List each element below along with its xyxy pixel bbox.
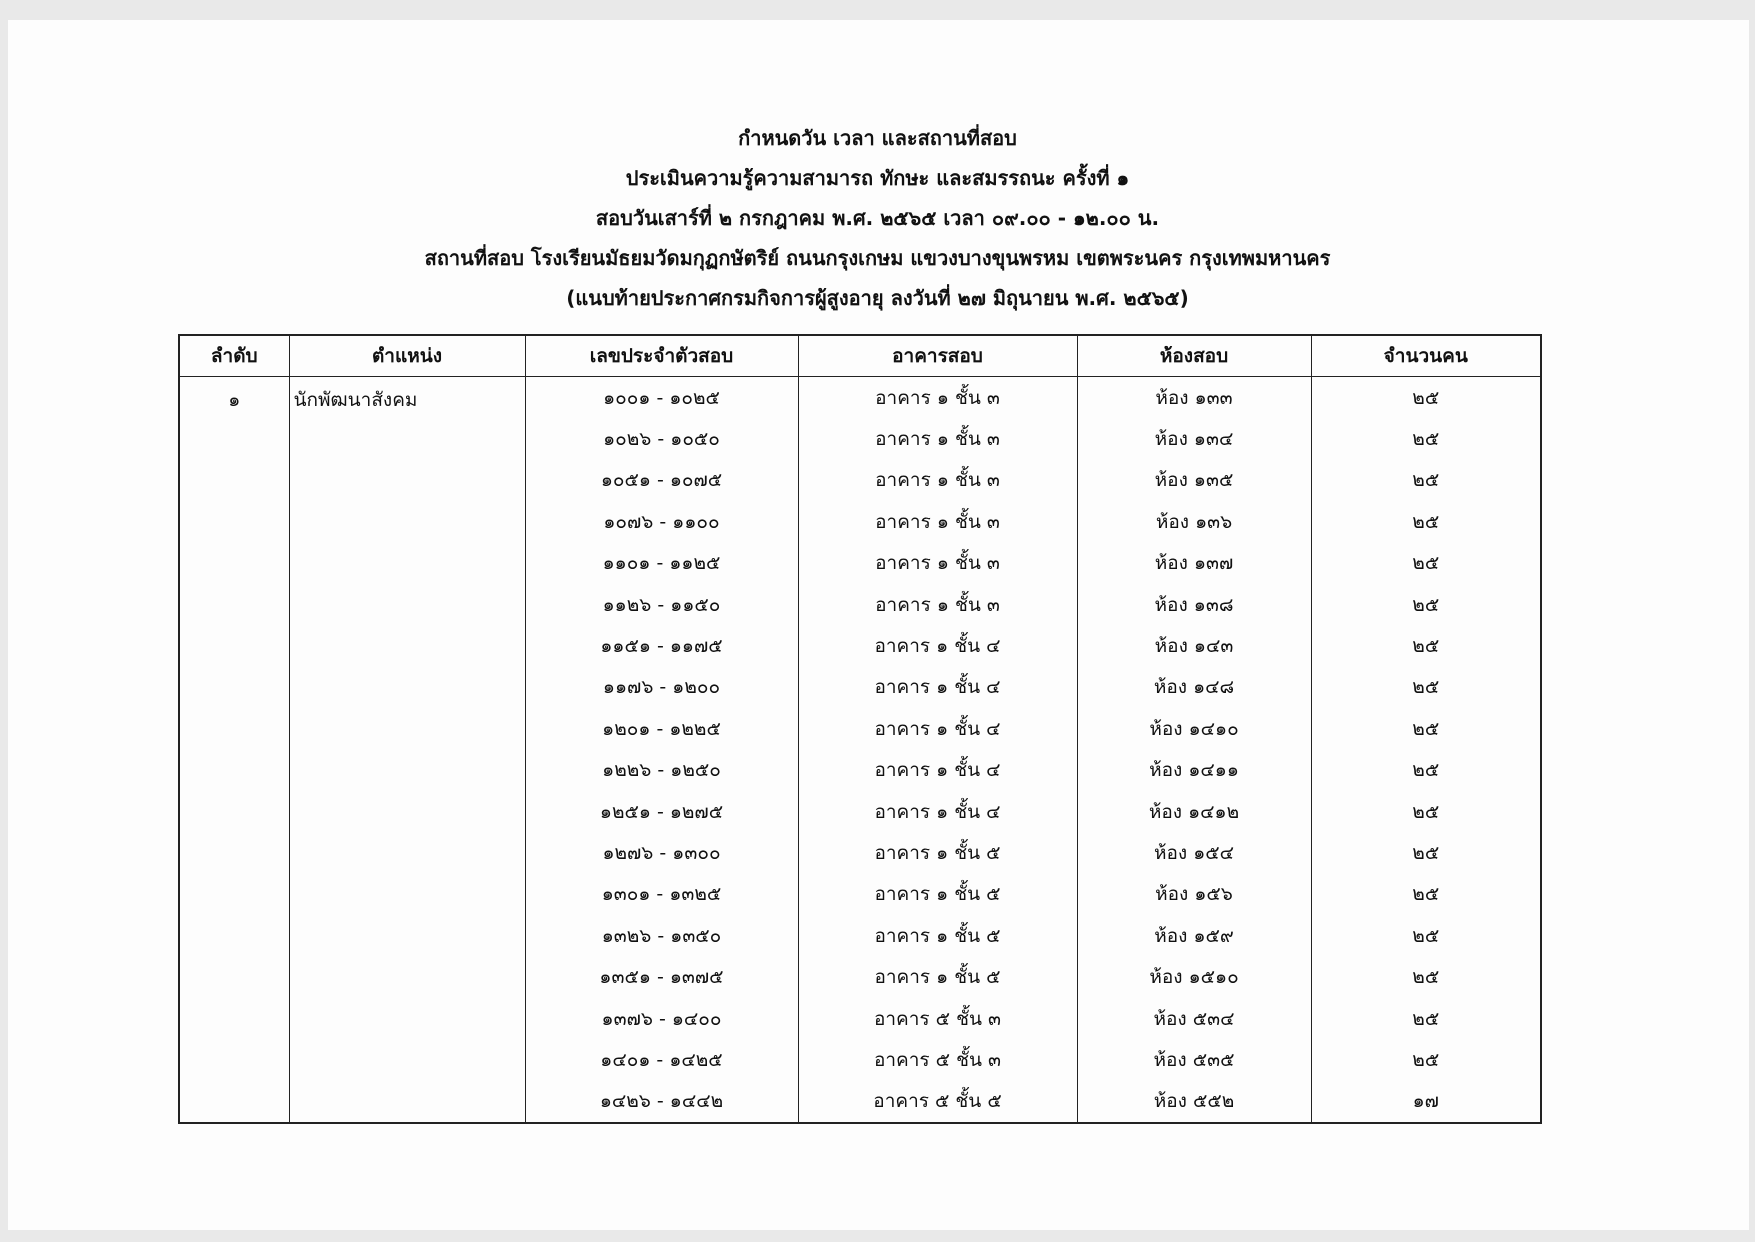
exam-id-cell: ๑๐๗๖ - ๑๑๐๐ [525,501,798,542]
room-cell: ห้อง ๑๓๕ [1077,460,1311,501]
room-cell: ห้อง ๑๕๑๐ [1077,956,1311,997]
building-cell: อาคาร ๑ ชั้น ๔ [798,791,1077,832]
building-cell: อาคาร ๑ ชั้น ๕ [798,874,1077,915]
exam-id-cell: ๑๓๕๑ - ๑๓๗๕ [525,956,798,997]
count-cell: ๒๕ [1311,750,1541,791]
room-cell: ห้อง ๑๔๑๒ [1077,791,1311,832]
room-cell: ห้อง ๕๓๕ [1077,1039,1311,1080]
order-cell: ๑ [179,377,289,1124]
count-cell: ๒๕ [1311,501,1541,542]
exam-id-cell: ๑๐๕๑ - ๑๐๗๕ [525,460,798,501]
header-annex-note: (แนบท้ายประกาศกรมกิจการผู้สูงอายุ ลงวันที่ ๒๗ มิถุนายน พ.ศ. ๒๕๖๕) [566,286,1189,310]
room-cell: ห้อง ๑๓๓ [1077,377,1311,419]
count-cell: ๒๕ [1311,832,1541,873]
exam-id-cell: ๑๑๒๖ - ๑๑๕๐ [525,584,798,625]
count-cell: ๒๕ [1311,791,1541,832]
room-cell: ห้อง ๕๓๔ [1077,998,1311,1039]
building-cell: อาคาร ๑ ชั้น ๓ [798,418,1077,459]
exam-id-cell: ๑๐๒๖ - ๑๐๕๐ [525,418,798,459]
exam-id-cell: ๑๓๒๖ - ๑๓๕๐ [525,915,798,956]
exam-id-cell: ๑๓๐๑ - ๑๓๒๕ [525,874,798,915]
header-subtitle: ประเมินความรู้ความสามารถ ทักษะ และสมรรถนะ ครั้งที่ ๑ [625,166,1130,190]
table-header-row [179,335,1541,377]
room-cell: ห้อง ๕๕๒ [1077,1081,1311,1123]
header-exam-venue: สถานที่สอบ โรงเรียนมัธยมวัดมกุฏกษัตริย์ ถนนกรุงเกษม แขวงบางขุนพรหม เขตพระนคร กรุงเทพมหานคร [424,246,1331,270]
room-cell: ห้อง ๑๓๖ [1077,501,1311,542]
building-cell: อาคาร ๑ ชั้น ๓ [798,377,1077,419]
table-row [179,377,1541,419]
building-cell: อาคาร ๕ ชั้น ๕ [798,1081,1077,1123]
count-cell: ๒๕ [1311,667,1541,708]
count-cell: ๒๕ [1311,625,1541,666]
count-cell: ๒๕ [1311,543,1541,584]
column-header-position: ตำแหน่ง [289,335,525,377]
exam-id-cell: ๑๒๒๖ - ๑๒๕๐ [525,750,798,791]
building-cell: อาคาร ๑ ชั้น ๓ [798,543,1077,584]
exam-id-cell: ๑๔๒๖ - ๑๔๔๒ [525,1081,798,1123]
room-cell: ห้อง ๑๕๔ [1077,832,1311,873]
building-cell: อาคาร ๕ ชั้น ๓ [798,1039,1077,1080]
room-cell: ห้อง ๑๔๘ [1077,667,1311,708]
exam-id-cell: ๑๑๐๑ - ๑๑๒๕ [525,543,798,584]
building-cell: อาคาร ๑ ชั้น ๓ [798,584,1077,625]
building-cell: อาคาร ๑ ชั้น ๕ [798,915,1077,956]
count-cell: ๒๕ [1311,584,1541,625]
count-cell: ๒๕ [1311,874,1541,915]
exam-id-cell: ๑๒๐๑ - ๑๒๒๕ [525,708,798,749]
column-header-order: ลำดับ [179,335,289,377]
exam-id-cell: ๑๓๗๖ - ๑๔๐๐ [525,998,798,1039]
exam-id-cell: ๑๐๐๑ - ๑๐๒๕ [525,377,798,419]
room-cell: ห้อง ๑๔๑๑ [1077,750,1311,791]
building-cell: อาคาร ๑ ชั้น ๔ [798,625,1077,666]
room-cell: ห้อง ๑๓๗ [1077,543,1311,584]
count-cell: ๑๗ [1311,1081,1541,1123]
building-cell: อาคาร ๑ ชั้น ๔ [798,750,1077,791]
document-header [0,118,1755,318]
count-cell: ๒๕ [1311,915,1541,956]
count-cell: ๒๕ [1311,418,1541,459]
building-cell: อาคาร ๑ ชั้น ๓ [798,501,1077,542]
exam-id-cell: ๑๑๗๖ - ๑๒๐๐ [525,667,798,708]
building-cell: อาคาร ๑ ชั้น ๔ [798,708,1077,749]
count-cell: ๒๕ [1311,377,1541,419]
table-body [179,377,1541,1124]
building-cell: อาคาร ๑ ชั้น ๔ [798,667,1077,708]
header-exam-date: สอบวันเสาร์ที่ ๒ กรกฎาคม พ.ศ. ๒๕๖๕ เวลา ๐๙.๐๐ - ๑๒.๐๐ น. [595,206,1160,230]
column-header-exam-id: เลขประจำตัวสอบ [525,335,798,377]
count-cell: ๒๕ [1311,460,1541,501]
building-cell: อาคาร ๑ ชั้น ๕ [798,832,1077,873]
building-cell: อาคาร ๑ ชั้น ๓ [798,460,1077,501]
exam-schedule-table [178,334,1542,1124]
room-cell: ห้อง ๑๓๔ [1077,418,1311,459]
building-cell: อาคาร ๕ ชั้น ๓ [798,998,1077,1039]
exam-id-cell: ๑๔๐๑ - ๑๔๒๕ [525,1039,798,1080]
room-cell: ห้อง ๑๓๘ [1077,584,1311,625]
column-header-count: จำนวนคน [1311,335,1541,377]
count-cell: ๒๕ [1311,956,1541,997]
count-cell: ๒๕ [1311,1039,1541,1080]
exam-id-cell: ๑๒๗๖ - ๑๓๐๐ [525,832,798,873]
room-cell: ห้อง ๑๔๑๐ [1077,708,1311,749]
room-cell: ห้อง ๑๕๙ [1077,915,1311,956]
count-cell: ๒๕ [1311,998,1541,1039]
exam-id-cell: ๑๑๕๑ - ๑๑๗๕ [525,625,798,666]
room-cell: ห้อง ๑๔๓ [1077,625,1311,666]
count-cell: ๒๕ [1311,708,1541,749]
header-title: กำหนดวัน เวลา และสถานที่สอบ [738,126,1017,150]
position-cell: นักพัฒนาสังคม [289,377,525,1124]
exam-id-cell: ๑๒๕๑ - ๑๒๗๕ [525,791,798,832]
room-cell: ห้อง ๑๕๖ [1077,874,1311,915]
building-cell: อาคาร ๑ ชั้น ๕ [798,956,1077,997]
column-header-room: ห้องสอบ [1077,335,1311,377]
column-header-building: อาคารสอบ [798,335,1077,377]
